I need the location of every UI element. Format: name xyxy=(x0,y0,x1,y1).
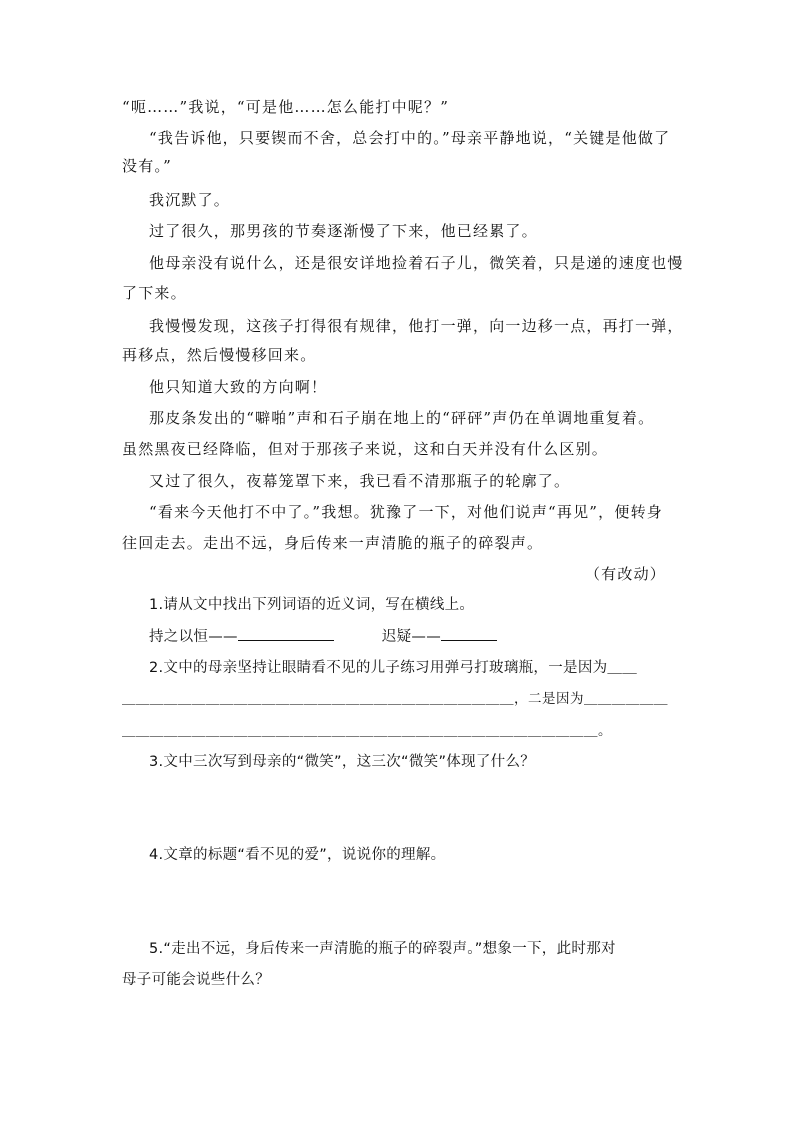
story-paragraph-7: 他只知道大致的方向啊！ xyxy=(149,378,328,396)
question-2-end-period: 。 xyxy=(598,723,612,739)
question-3-prompt: 3.文中三次写到母亲的“微笑”，这三次“微笑”体现了什么？ xyxy=(149,754,536,770)
story-paragraph-3: 我沉默了。 xyxy=(149,191,231,209)
reason-2-answer-blank-start[interactable]: ＿＿＿＿＿＿ xyxy=(584,691,668,707)
story-paragraph-10-line-2: 往回走去。走出不远，身后传来一声清脆的瓶子的碎裂声。 xyxy=(122,534,544,552)
story-paragraph-5-line-2: 了下来。 xyxy=(122,284,187,302)
story-paragraph-5-line-1: 他母亲没有说什么，还是很安详地捡着石子儿，微笑着，只是递的速度也慢 xyxy=(149,254,684,272)
story-paragraph-10-line-1: “看来今天他打不中了。”我想。犹豫了一下，对他们说声“再见”，便转身 xyxy=(149,503,663,521)
story-paragraph-2-line-1: “我告诉他，只要锲而不舍，总会打中的。”母亲平静地说，“关键是他做了 xyxy=(149,129,671,147)
story-paragraph-9: 又过了很久，夜幕笼罩下来，我已看不清那瓶子的轮廓了。 xyxy=(149,472,571,490)
question-5-line-2: 母子可能会说些什么？ xyxy=(122,972,270,988)
reason-1-answer-blank[interactable]: ＿＿＿＿＿＿＿＿＿＿＿＿＿＿＿＿＿＿＿＿＿＿＿＿＿＿＿＿ xyxy=(122,691,514,707)
question-2-line-3 xyxy=(122,721,678,741)
synonym-answer-1-blank[interactable] xyxy=(238,626,334,641)
question-4-prompt: 4.文章的标题“看不见的爱”，说说你的理解。 xyxy=(149,847,446,863)
question-5-line-1: 5.“走出不远，身后传来一声清脆的瓶子的碎裂声。”想象一下，此时那对 xyxy=(149,941,616,957)
story-paragraph-2-line-2: 没有。” xyxy=(122,157,172,175)
question-2-line-2 xyxy=(122,689,678,709)
synonym-answer-2-blank[interactable] xyxy=(441,626,497,641)
story-paragraph-6-line-2: 再移点，然后慢慢移回来。 xyxy=(122,346,317,364)
question-1-prompt: 1.请从文中找出下列词语的近义词，写在横线上。 xyxy=(149,597,475,613)
story-paragraph-6-line-1: 我慢慢发现，这孩子打得很有规律，他打一弹，向一边移一点，再打一弹， xyxy=(149,317,684,335)
source-note: （有改动） xyxy=(584,565,666,583)
story-paragraph-4: 过了很久，那男孩的节奏逐渐慢了下来，他已经累了。 xyxy=(149,222,538,240)
reason-2-answer-blank[interactable]: ＿＿＿＿＿＿＿＿＿＿＿＿＿＿＿＿＿＿＿＿＿＿＿＿＿＿＿＿＿＿＿＿＿＿ xyxy=(122,723,598,739)
question-2-second-reason-label: ，二是因为 xyxy=(514,691,584,707)
story-paragraph-8-line-2: 虽然黑夜已经降临，但对于那孩子来说，这和白天并没有什么区别。 xyxy=(122,440,609,458)
question-2-line-1: 2.文中的母亲坚持让眼睛看不见的儿子练习用弹弓打玻璃瓶，一是因为＿＿ xyxy=(149,660,638,676)
synonym-word-1: 持之以恒—— xyxy=(149,629,238,645)
synonym-word-2: 迟疑—— xyxy=(381,629,442,645)
question-1-answers xyxy=(149,626,678,647)
story-paragraph-1: “呃……”我说，“可是他……怎么能打中呢？” xyxy=(122,98,450,116)
story-paragraph-8-line-1: 那皮条发出的“噼啪”声和石子崩在地上的“砰砰”声仍在单调地重复着。 xyxy=(149,409,655,427)
